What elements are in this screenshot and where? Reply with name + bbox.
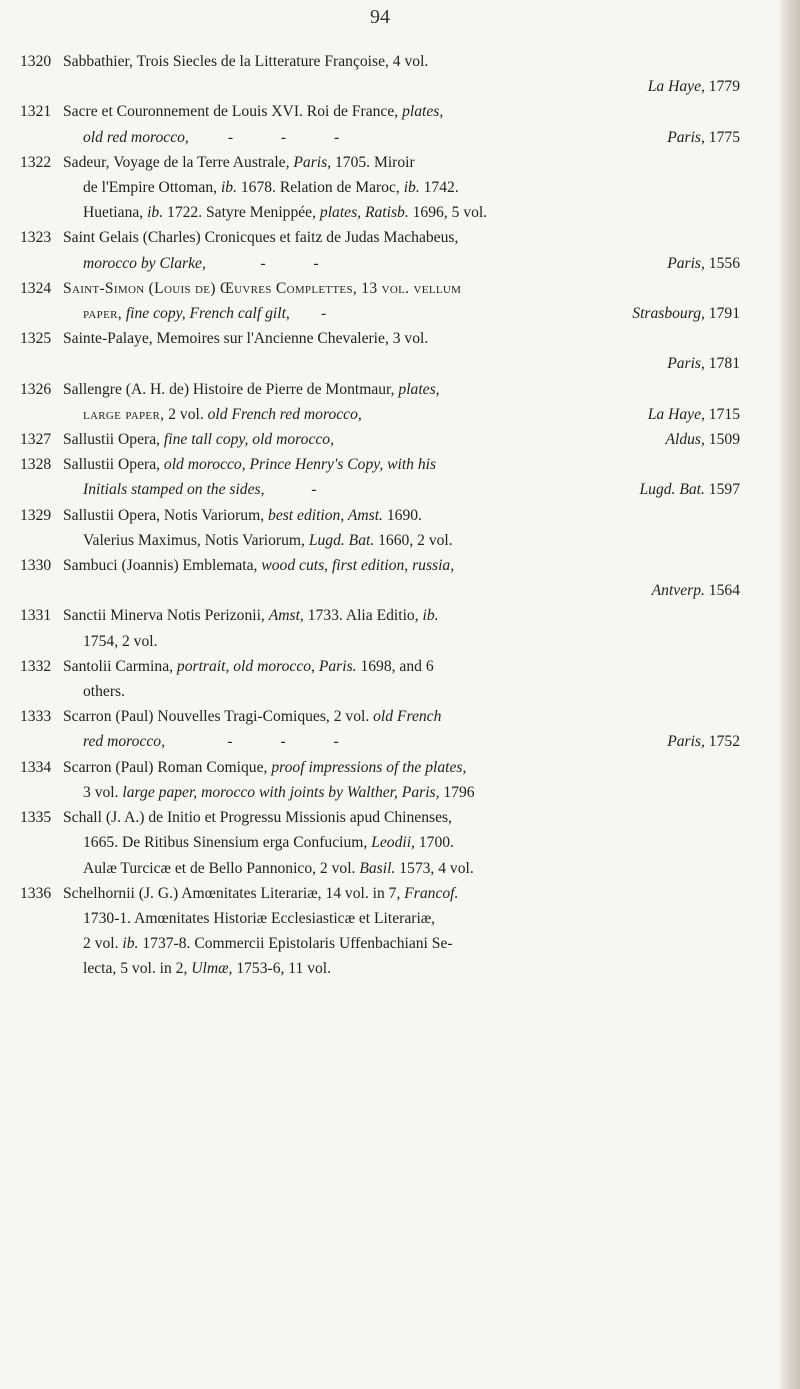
lot-number: 1321 [20, 103, 52, 121]
entry-line: lecta, 5 vol. in 2, Ulmæ, 1753-6, 11 vol. [83, 960, 332, 978]
catalog-entry [20, 276, 740, 326]
entry-line: Scarron (Paul) Roman Comique, proof impressions of the plates, [63, 758, 467, 776]
entry-imprint: Strasbourg, 1791 [632, 305, 740, 323]
lot-number: 1333 [20, 708, 52, 726]
lot-number: 1334 [20, 758, 52, 776]
catalog-entry [20, 881, 740, 982]
lot-number: 1327 [20, 431, 52, 449]
entry-line: Sanctii Minerva Notis Perizonii, Amst, 1733. Alia Editio, ib. [63, 607, 439, 625]
catalog-entry [20, 99, 740, 149]
catalog-entry [20, 654, 740, 704]
entry-imprint: Lugd. Bat. 1597 [639, 481, 740, 499]
entry-line: Aulæ Turcicæ et de Bello Pannonico, 2 vol. Basil. 1573, 4 vol. [83, 859, 474, 877]
entry-line: 3 vol. large paper, morocco with joints by Walther, Paris, 1796 [83, 783, 475, 801]
entry-line: Huetiana, ib. 1722. Satyre Menippée, plates, Ratisb. 1696, 5 vol. [83, 204, 488, 222]
entry-line: Sainte-Palaye, Memoires sur l'Ancienne Chevalerie, 3 vol. [63, 330, 429, 348]
catalog-entry [20, 553, 740, 603]
page-number: 94 [370, 6, 390, 28]
entry-line: old red morocco, - - - Paris, 1775 [63, 125, 740, 150]
lot-number: 1329 [20, 506, 52, 524]
entry-imprint: Paris, 1775 [667, 128, 740, 146]
entry-line: 1754, 2 vol. [83, 632, 158, 650]
catalog-entry [20, 503, 740, 553]
entry-line: Valerius Maximus, Notis Variorum, Lugd. Bat. 1660, 2 vol. [83, 531, 453, 549]
entry-line: Sambuci (Joannis) Emblemata, wood cuts, first edition, russia, [63, 557, 455, 575]
lot-number: 1330 [20, 557, 52, 575]
entry-line: morocco by Clarke, - - Paris, 1556 [63, 251, 740, 276]
lot-number: 1322 [20, 153, 52, 171]
catalog-entry [20, 755, 740, 805]
entry-line: 1730-1. Amœnitates Historiæ Ecclesiasticæ et Literariæ, [83, 909, 436, 927]
entry-line: large paper, 2 vol. old French red morocco, La Haye, 1715 [63, 402, 740, 427]
entry-line: Sallustii Opera, fine tall copy, old morocco, Aldus, 1509 [63, 427, 740, 452]
entry-line: others. [83, 683, 126, 701]
entry-imprint: Aldus, 1509 [665, 431, 740, 449]
catalog-entry [20, 49, 740, 99]
entry-line: Santolii Carmina, portrait, old morocco, Paris. 1698, and 6 [63, 657, 434, 675]
entry-imprint: Paris, 1781 [667, 355, 740, 373]
catalog-entry [20, 603, 740, 653]
lot-number: 1336 [20, 884, 52, 902]
catalog-entry [20, 452, 740, 502]
catalog-entry [20, 805, 740, 881]
entry-imprint: La Haye, 1779 [647, 78, 740, 96]
lot-number: 1325 [20, 330, 52, 348]
entry-line: 2 vol. ib. 1737-8. Commercii Epistolaris Uffenbachiani Se- [83, 935, 453, 953]
entry-line: de l'Empire Ottoman, ib. 1678. Relation de Maroc, ib. 1742. [83, 179, 459, 197]
lot-number: 1331 [20, 607, 52, 625]
lot-number: 1323 [20, 229, 52, 247]
catalog-entry [20, 326, 740, 376]
entry-line: Sabbathier, Trois Siecles de la Litterature Françoise, 4 vol. [63, 53, 429, 70]
entry-line: 1665. De Ritibus Sinensium erga Confucium, Leodii, 1700. [83, 834, 454, 852]
catalog-entry [20, 377, 740, 427]
entry-line: Sallustii Opera, Notis Variorum, best edition, Amst. 1690. [63, 506, 422, 524]
catalog-entry [20, 427, 740, 452]
catalog-entries [20, 49, 740, 982]
entry-imprint: La Haye, 1715 [647, 405, 740, 423]
entry-imprint: Paris, 1556 [667, 254, 740, 272]
entry-line: Sallustii Opera, old morocco, Prince Henry's Copy, with his [63, 456, 437, 474]
catalog-entry [20, 225, 740, 275]
entry-line: Initials stamped on the sides, - Lugd. Bat. 1597 [63, 477, 740, 502]
entry-line: Sacre et Couronnement de Louis XVI. Roi de France, plates, [63, 103, 444, 121]
entry-line: Scarron (Paul) Nouvelles Tragi-Comiques, 2 vol. old French [63, 708, 442, 726]
lot-number: 1324 [20, 279, 52, 297]
lot-number: 1320 [20, 53, 52, 70]
entry-line: Sadeur, Voyage de la Terre Australe, Paris, 1705. Miroir [63, 153, 415, 171]
entry-line: paper, fine copy, French calf gilt, - Strasbourg, 1791 [63, 301, 740, 326]
lot-number: 1326 [20, 380, 52, 398]
entry-imprint: Antverp. 1564 [651, 582, 740, 600]
entry-line: red morocco, - - - Paris, 1752 [63, 729, 740, 754]
page-edge [778, 0, 800, 1389]
entry-line: Saint Gelais (Charles) Cronicques et faitz de Judas Machabeus, [63, 229, 459, 247]
entry-line: Saint-Simon (Louis de) Œuvres Complettes, 13 vol. vellum [63, 279, 462, 297]
catalog-entry [20, 704, 740, 754]
entry-line: Schelhornii (J. G.) Amœnitates Literariæ, 14 vol. in 7, Francof. [63, 884, 459, 902]
entry-line: Schall (J. A.) de Initio et Progressu Missionis apud Chinenses, [63, 809, 452, 827]
entry-imprint: Paris, 1752 [667, 733, 740, 751]
lot-number: 1335 [20, 809, 52, 827]
lot-number: 1332 [20, 657, 52, 675]
lot-number: 1328 [20, 456, 52, 474]
entry-line: Sallengre (A. H. de) Histoire de Pierre de Montmaur, plates, [63, 380, 440, 398]
catalog-entry [20, 150, 740, 226]
